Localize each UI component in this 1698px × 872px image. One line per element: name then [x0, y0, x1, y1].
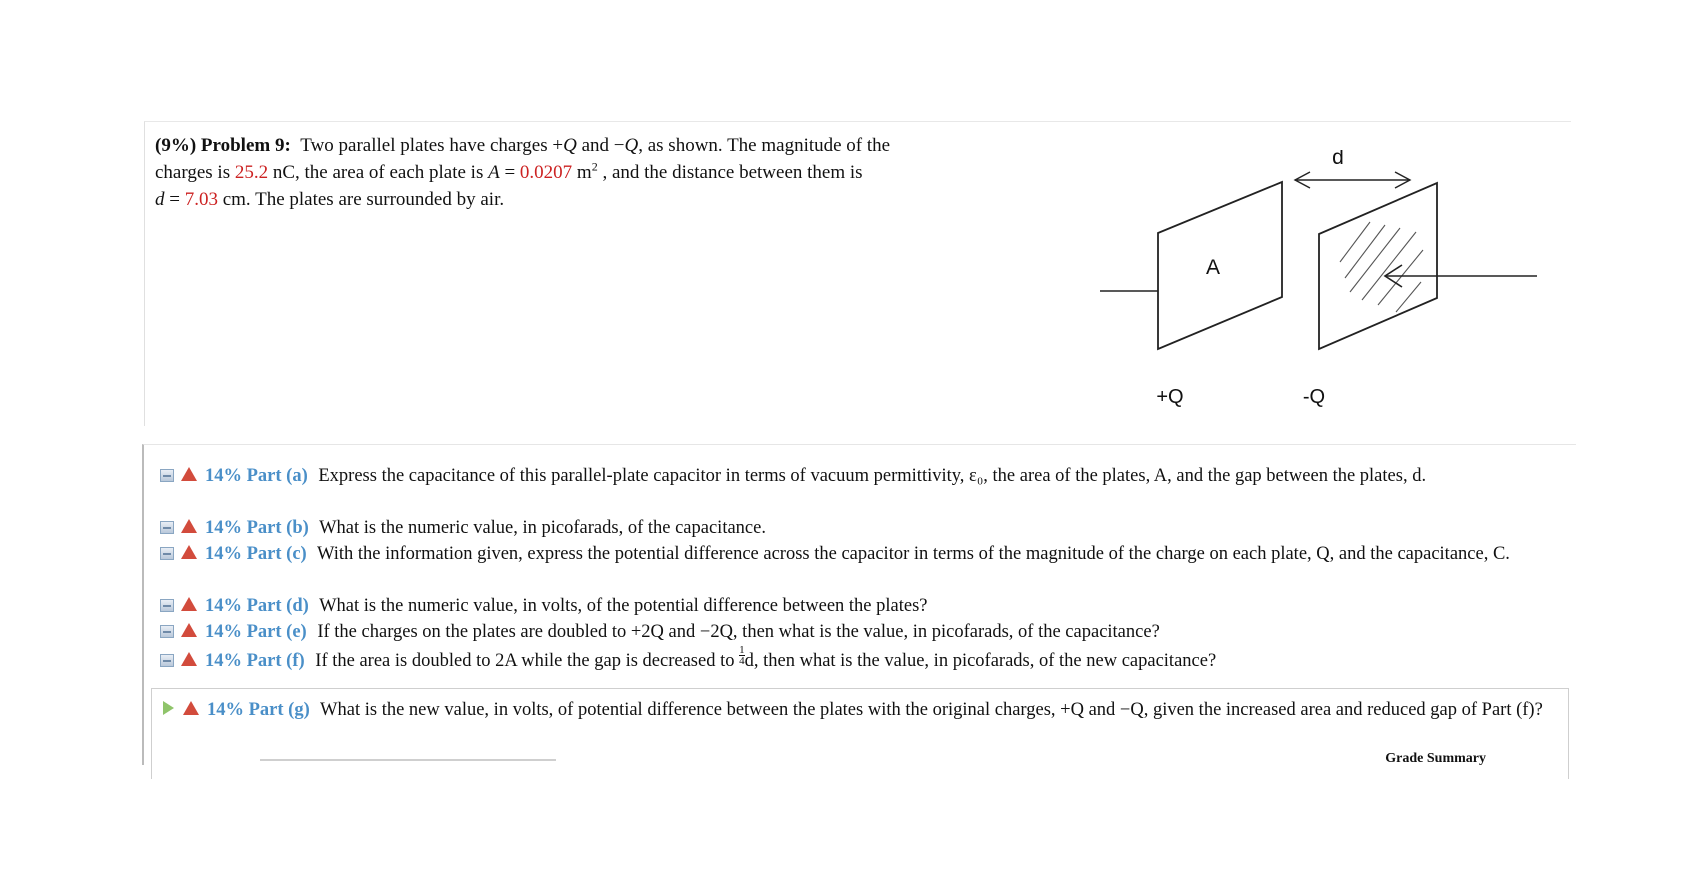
minus-q-label: -Q — [1302, 386, 1326, 408]
warning-icon — [181, 597, 197, 611]
part-g-question: What is the new value, in volts, of potential difference between the plates with the original charges, +Q and −Q, given the increased area and reduced gap of Part (f)? — [320, 700, 1543, 720]
part-e-question: If the charges on the plates are doubled to +2Q and −2Q, then what is the value, in picofarads, of the capacitance? — [317, 622, 1160, 642]
gap-d-label: d — [1332, 150, 1344, 169]
right-plate — [1319, 183, 1437, 349]
part-f[interactable] — [160, 645, 1560, 675]
problem-text-segment: charges is — [155, 162, 235, 183]
part-g-label[interactable]: 14% Part (g) — [207, 700, 310, 720]
part-b-label[interactable]: 14% Part (b) — [205, 518, 309, 538]
part-a[interactable] — [160, 463, 1560, 490]
problem-text-segment: nC, the area of each plate is — [268, 162, 489, 183]
equals: = — [164, 189, 185, 210]
symbol-a: A — [488, 162, 500, 183]
answer-input-border[interactable] — [260, 759, 556, 761]
part-d-label[interactable]: 14% Part (d) — [205, 596, 309, 616]
part-b-question: What is the numeric value, in picofarads, of the capacitance. — [319, 518, 766, 538]
parts-list — [142, 444, 1576, 765]
distance-value: 7.03 — [184, 189, 218, 210]
grade-summary-heading: Grade Summary — [1385, 751, 1486, 766]
plate-hatching — [1340, 222, 1423, 312]
charge-value: 25.2 — [234, 162, 269, 183]
collapsed-status-icon[interactable] — [160, 599, 174, 612]
part-g[interactable] — [161, 697, 1561, 724]
warning-icon — [181, 519, 197, 533]
part-a-question: Express the capacitance of this parallel-plate capacitor in terms of vacuum permittivity, ε₀, the area of the plates, A, and the gap between the plates, d. — [318, 466, 1427, 486]
part-f-label[interactable]: 14% Part (f) — [205, 651, 305, 671]
collapsed-status-icon[interactable] — [160, 469, 174, 482]
problem-text-segment: and − — [576, 135, 625, 156]
collapsed-status-icon[interactable] — [160, 521, 174, 534]
problem-text-segment: , and the distance between them is — [597, 162, 863, 183]
warning-icon — [181, 545, 197, 559]
fraction-one-quarter: $\frac{1}{4}$ — [739, 644, 745, 667]
part-e-label[interactable]: 14% Part (e) — [205, 622, 307, 642]
area-value: 0.0207 — [519, 162, 573, 183]
problem-text-segment: Two parallel plates have charges + — [300, 135, 564, 156]
problem-percent: (9%) — [155, 135, 197, 156]
plus-q-label: +Q — [1156, 386, 1184, 408]
warning-icon — [183, 701, 199, 715]
part-d[interactable] — [160, 593, 1560, 620]
part-c-question: With the information given, express the potential difference across the capacitor in terms of the magnitude of the charge on each plate, Q, and the capacitance, C. — [317, 544, 1510, 564]
plate-area-label: A — [1205, 256, 1221, 279]
part-b[interactable] — [160, 515, 1560, 542]
problem-text-segment: m — [572, 162, 592, 183]
exponent: 2 — [591, 159, 598, 174]
part-d-question: What is the numeric value, in volts, of the potential difference between the plates? — [319, 596, 928, 616]
capacitor-diagram — [1100, 150, 1560, 430]
symbol-d: d — [155, 189, 165, 210]
warning-icon — [181, 467, 197, 481]
part-c[interactable] — [160, 541, 1560, 568]
warning-icon — [181, 652, 197, 666]
part-c-label[interactable]: 14% Part (c) — [205, 544, 307, 564]
current-part-panel — [151, 688, 1569, 779]
part-f-question: If the area is doubled to 2A while the gap is decreased to $\frac{1}{4}$ d, then what is the value, in picofarads, of the new capacitance? — [315, 644, 1217, 671]
part-a-label[interactable]: 14% Part (a) — [205, 466, 308, 486]
symbol-q: Q — [563, 135, 577, 156]
equals: = — [499, 162, 520, 183]
collapsed-status-icon[interactable] — [160, 654, 174, 667]
warning-icon — [181, 623, 197, 637]
play-icon[interactable] — [163, 701, 174, 715]
part-e[interactable] — [160, 619, 1560, 646]
collapsed-status-icon[interactable] — [160, 625, 174, 638]
problem-text-segment: , as shown. The magnitude of the — [638, 135, 891, 156]
collapsed-status-icon[interactable] — [160, 547, 174, 560]
problem-title: Problem 9: — [200, 135, 291, 156]
symbol-q: Q — [624, 135, 639, 156]
problem-text — [155, 132, 1055, 213]
problem-text-segment: cm. The plates are surrounded by air. — [217, 189, 505, 210]
